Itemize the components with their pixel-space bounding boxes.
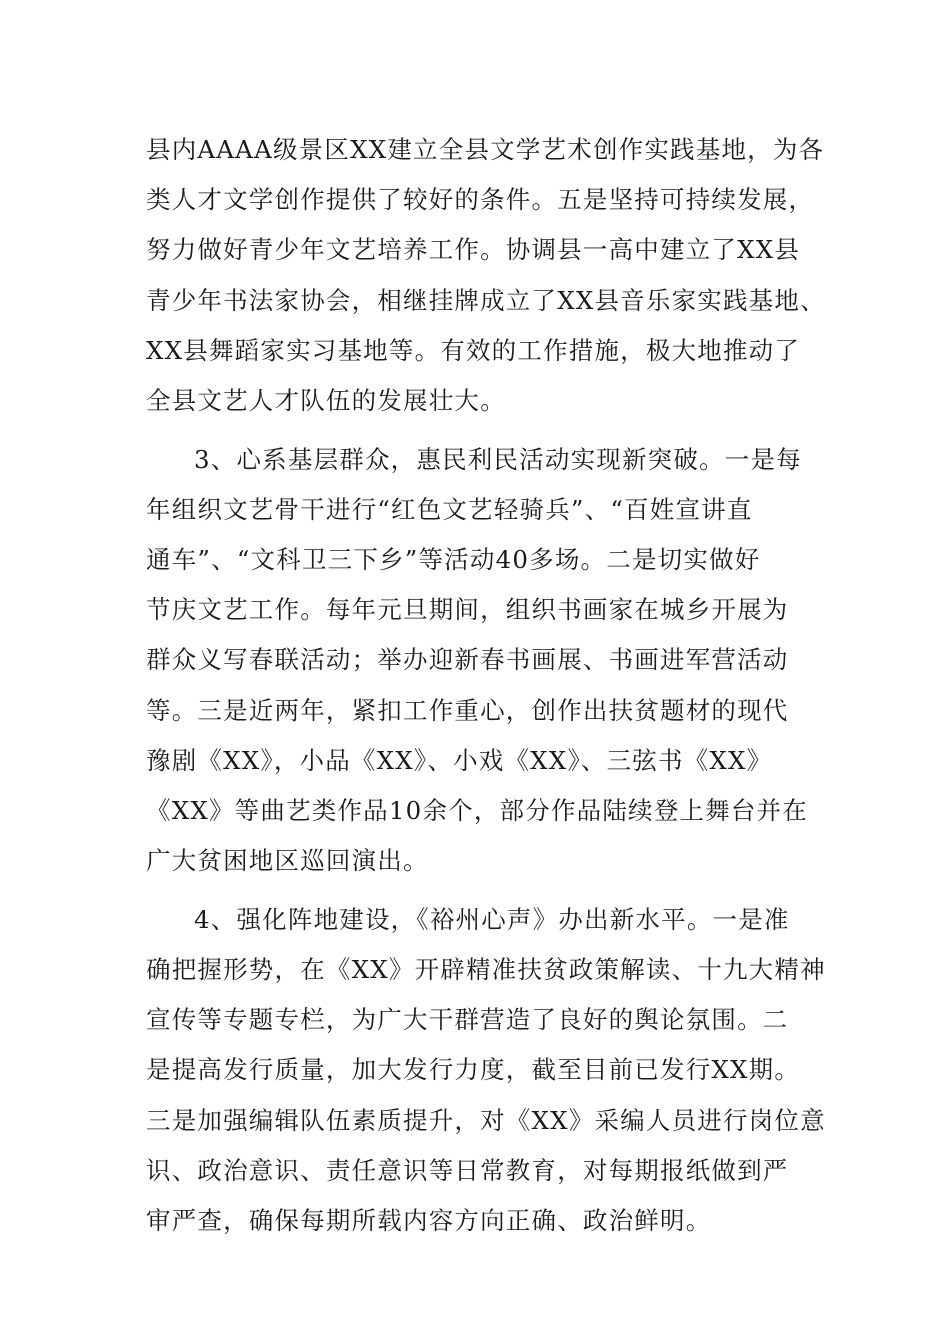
text-line: 确把握形势，在《XX》开辟精准扶贫政策解读、十九大精神 [146, 955, 826, 984]
paragraph-gap [146, 886, 810, 895]
text-line: 群众义写春联活动；举办迎新春书画展、书画进军营活动 [146, 645, 789, 675]
document-body [146, 125, 826, 1246]
text-line: 通车”、“文科卫三下乡”等活动40多场。二是切实做好 [146, 545, 761, 574]
text-line: 等。三是近两年，紧扣工作重心，创作出扶贫题材的现代 [146, 695, 789, 725]
paragraph-gap [146, 426, 810, 435]
text-line: 《XX》等曲艺类作品10余个，部分作品陆续登上舞台并在 [146, 795, 808, 825]
text-line: XX县舞蹈家实习基地等。有效的工作措施，极大地推动了 [146, 335, 801, 365]
text-line: 县内AAAA级景区XX建立全县文学艺术创作实践基地，为各 [146, 135, 825, 164]
text-line: 豫剧《XX》，小品《XX》、小戏《XX》、三弦书《XX》 [146, 745, 773, 775]
text-line: 识、政治意识、责任意识等日常教育，对每期报纸做到严 [146, 1155, 789, 1185]
text-line: 青少年书法家协会，相继挂牌成立了XX县音乐家实践基地、 [146, 285, 826, 315]
text-line: 类人才文学创作提供了较好的条件。五是坚持可持续发展， [146, 185, 815, 215]
text-line: 4、强化阵地建设，《裕州心声》办出新水平。一是准 [194, 904, 790, 934]
text-line: 审严查，确保每期所载内容方向正确、政治鲜明。 [146, 1205, 712, 1235]
text-line: 是提高发行质量，加大发行力度，截至目前已发行XX期。 [146, 1055, 801, 1085]
text-line: 年组织文艺骨干进行“红色文艺轻骑兵”、“百姓宣讲直 [146, 494, 753, 524]
paragraph-talent-base [146, 125, 826, 426]
paragraph-publication [146, 895, 826, 1246]
text-line: 宣传等专题专栏，为广大干群营造了良好的舆论氛围。二 [146, 1005, 789, 1035]
text-line: 3、心系基层群众，惠民利民活动实现新突破。一是每 [194, 444, 802, 474]
text-line: 三是加强编辑队伍素质提升，对《XX》采编人员进行岗位意 [146, 1105, 826, 1135]
text-line: 全县文艺人才队伍的发展壮大。 [146, 385, 506, 415]
paragraph-grassroots [146, 435, 810, 887]
text-line: 努力做好青少年文艺培养工作。协调县一高中建立了XX县 [146, 235, 801, 265]
text-line: 广大贫困地区巡回演出。 [146, 846, 429, 876]
text-line: 节庆文艺工作。每年元旦期间，组织书画家在城乡开展为 [146, 595, 789, 625]
